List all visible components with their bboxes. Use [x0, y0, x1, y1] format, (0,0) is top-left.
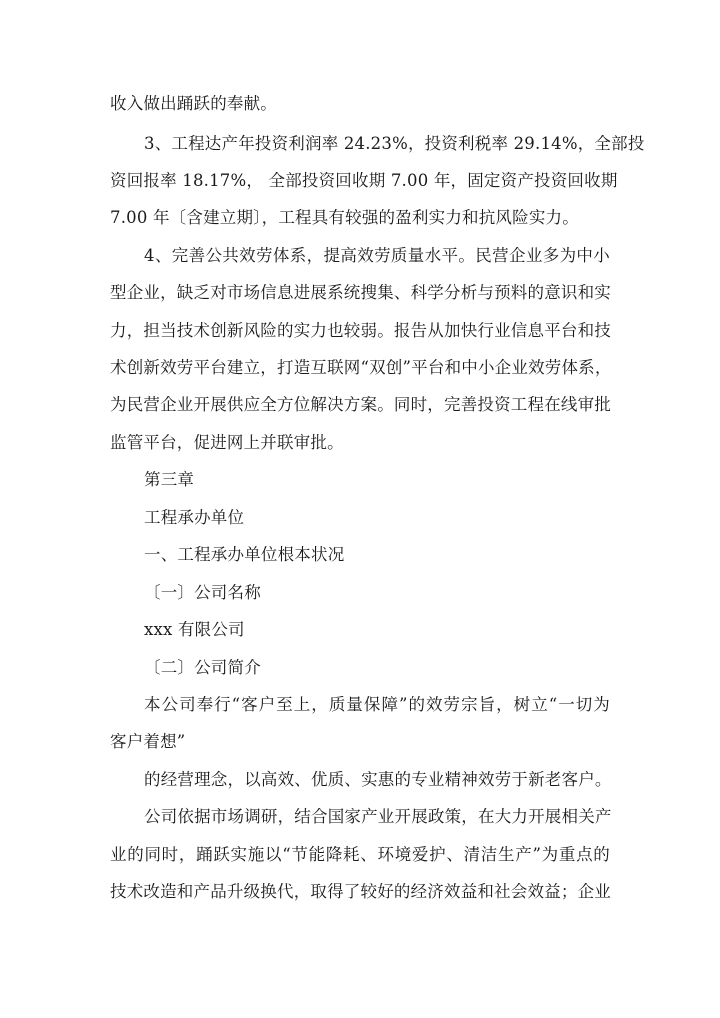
- text-line-1: 收入做出踊跃的奉献。: [110, 94, 277, 113]
- text-line-10: 监管平台，促进网上并联审批。: [110, 433, 344, 452]
- text-line-22: 技术改造和产品升级换代，取得了较好的经济效益和社会效益；企业: [110, 882, 611, 901]
- text-line-19: 的经营理念，以高效、优质、实惠的专业精神效劳于新老客户。: [144, 770, 612, 789]
- text-line-4: 7.00 年〔含建立期〕，工程具有较强的盈利实力和抗风险实力。: [110, 208, 579, 227]
- text-line-2: 3、工程达产年投资利润率 24.23%，投资利税率 29.14%，全部投: [144, 134, 645, 153]
- text-line-21: 业的同时，踊跃实施以“节能降耗、环境爱护、清洁生产”为重点的: [110, 845, 610, 864]
- text-line-6: 型企业，缺乏对市场信息进展系统搜集、科学分析与预料的意识和实: [110, 283, 611, 302]
- text-line-5: 4、完善公共效劳体系，提高效劳质量水平。民营企业多为中小: [144, 246, 610, 265]
- text-line-20: 公司依据市场调研，结合国家产业开展政策，在大力开展相关产: [144, 807, 612, 826]
- subsection-heading: 一、工程承办单位根本状况: [144, 545, 345, 564]
- text-line-18: 客户着想”: [110, 732, 186, 751]
- text-line-8: 术创新效劳平台建立，打造互联网“双创”平台和中小企业效劳体系，: [110, 358, 612, 377]
- company-name: xxx 有限公司: [144, 620, 245, 639]
- text-line-17: 本公司奉行“客户至上，质量保障”的效劳宗旨，树立“一切为: [144, 695, 610, 714]
- text-line-7: 力，担当技术创新风险的实力也较弱。报告从加快行业信息平台和技: [110, 321, 611, 340]
- section-title: 工程承办单位: [144, 508, 245, 527]
- item-heading-company-intro: 〔二〕公司简介: [144, 658, 261, 677]
- text-line-3: 资回报率 18.17%， 全部投资回收期 7.00 年，固定资产投资回收期: [110, 171, 618, 190]
- text-line-9: 为民营企业开展供应全方位解决方案。同时，完善投资工程在线审批: [110, 395, 611, 414]
- item-heading-company-name: 〔一〕公司名称: [144, 583, 261, 602]
- chapter-heading: 第三章: [144, 470, 195, 489]
